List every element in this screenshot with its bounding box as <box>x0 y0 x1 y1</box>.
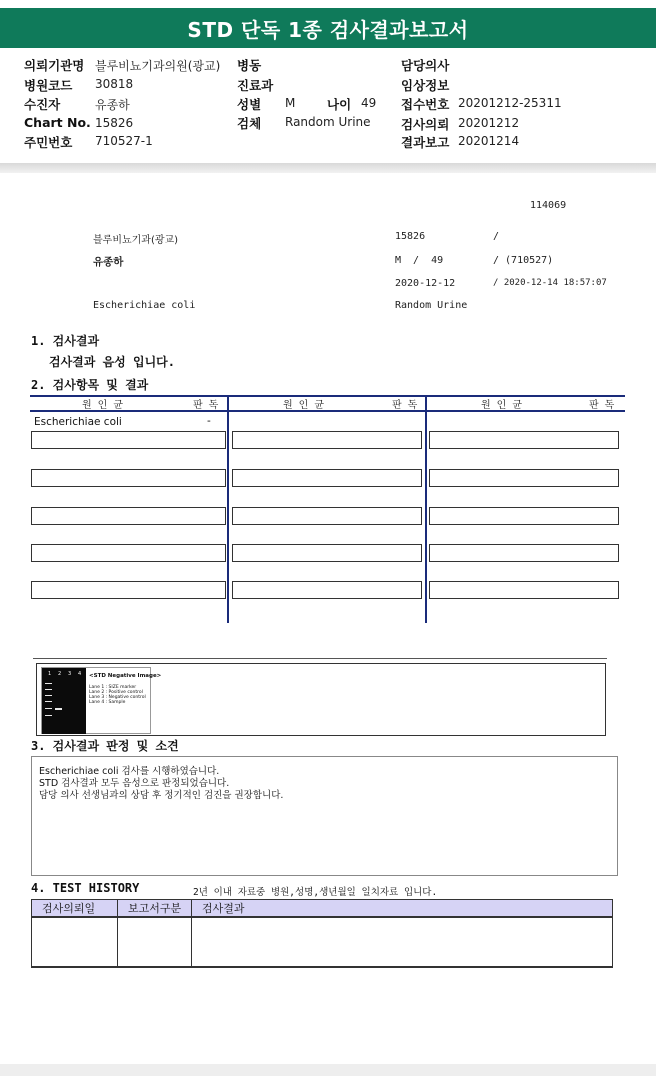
footer-strip <box>0 1064 656 1076</box>
header-label-department: 진료과 <box>237 78 274 93</box>
col-header-result-1: 판 독 <box>193 400 219 411</box>
section3-title: 3. 검사결과 판정 및 소견 <box>31 739 179 753</box>
header-label-clinical-info: 임상정보 <box>401 78 450 93</box>
opinion-line: 담당 의사 선생님과의 상담 후 정기적인 검진을 권장합니다. <box>39 790 284 801</box>
result-cell <box>31 507 226 525</box>
summary-slash: / <box>493 231 500 242</box>
result-organism: Escherichiae coli <box>34 416 122 428</box>
lane-number: 3 <box>68 671 72 677</box>
opinion-box <box>31 756 618 876</box>
gel-lane-label: Lane 3 : Negative control <box>89 695 146 700</box>
opinion-line: Escherichiae coli 검사를 시행하였습니다. <box>39 766 220 777</box>
summary-sex-age: M / 49 <box>395 255 444 266</box>
summary-code: 114069 <box>530 200 567 211</box>
image-frame-rule <box>33 658 607 659</box>
col-header-result-3: 판 독 <box>589 400 615 411</box>
header-label-resident-no: 주민번호 <box>24 135 73 150</box>
result-cell <box>232 544 422 562</box>
result-cell <box>232 469 422 487</box>
col-header-organism-1: 원 인 균 <box>82 400 124 411</box>
header-value-resident-no: 710527-1 <box>95 134 153 148</box>
history-table <box>31 899 613 968</box>
result-value: - <box>207 415 211 427</box>
header-value-patient: 유종하 <box>95 98 130 112</box>
column-divider <box>227 396 229 623</box>
col-header-organism-2: 원 인 균 <box>283 400 325 411</box>
col-header-organism-3: 원 인 균 <box>481 400 523 411</box>
header-label-hospital-code: 병원코드 <box>24 78 73 93</box>
result-cell <box>31 544 226 562</box>
gel-band <box>45 701 52 702</box>
header-label-specimen: 검체 <box>237 116 262 131</box>
header-label-report-date: 결과보고 <box>401 135 450 150</box>
header-value-institution: 블루비뇨기과의원(광교) <box>95 59 221 73</box>
summary-specimen: Random Urine <box>395 300 468 311</box>
header-value-report-date: 20201214 <box>458 134 520 148</box>
header-value-request-date: 20201212 <box>458 116 520 130</box>
result-cell <box>429 469 619 487</box>
header-value-chart-no: 15826 <box>95 116 134 130</box>
header-value-specimen: Random Urine <box>285 115 371 129</box>
opinion-line: STD 검사결과 모두 음성으로 판정되었습니다. <box>39 778 230 789</box>
summary-received: 2020-12-12 <box>395 278 456 289</box>
header-label-chart-no: Chart No. <box>24 115 91 130</box>
section1-result-text: 검사결과 음성 입니다. <box>49 355 176 369</box>
header-value-receipt-no: 20201212-25311 <box>458 96 562 110</box>
history-header-request-date: 검사의뢰일 <box>32 900 118 918</box>
section2-title: 2. 검사항목 및 결과 <box>31 378 149 392</box>
history-row <box>32 917 613 967</box>
header-label-receipt-no: 접수번호 <box>401 97 450 112</box>
summary-clinic: 블루비뇨기과(광교) <box>93 235 179 246</box>
history-cell <box>118 917 192 967</box>
column-divider <box>425 396 427 623</box>
gel-band <box>45 689 52 690</box>
gel-band <box>45 683 52 684</box>
history-header-report-type: 보고서구분 <box>118 900 192 918</box>
history-cell <box>32 917 118 967</box>
gel-band <box>45 715 52 716</box>
gel-image <box>41 667 162 734</box>
gel-band <box>45 695 52 696</box>
result-cell <box>31 431 226 449</box>
result-cell <box>429 431 619 449</box>
gel-lane-label: Lane 4 : Sample <box>89 700 126 705</box>
lane-number: 1 <box>48 671 52 677</box>
gel-title: <STD Negative Image> <box>89 673 162 679</box>
header-label-doctor: 담당의사 <box>401 58 450 73</box>
result-cell <box>31 469 226 487</box>
summary-chart-no: 15826 <box>395 231 426 242</box>
header-value-age: 49 <box>361 96 377 110</box>
result-cell <box>31 581 226 599</box>
header-label-age: 나이 <box>327 97 352 112</box>
header-label-sex: 성별 <box>237 97 262 112</box>
gel-band <box>55 708 62 710</box>
history-header-result: 검사결과 <box>192 900 613 918</box>
history-cell <box>192 917 613 967</box>
header-label-request-date: 검사의뢰 <box>401 117 450 132</box>
section4-title: 4. TEST HISTORY <box>31 881 140 895</box>
summary-patient: 유종하 <box>93 256 124 268</box>
header-divider <box>0 163 656 173</box>
header-label-patient: 수진자 <box>24 97 61 112</box>
gel-lane-label: Lane 2 : Positive control <box>89 690 143 695</box>
header-label-ward: 병동 <box>237 58 262 73</box>
lane-number: 2 <box>58 671 62 677</box>
report-title: STD 단독 1종 검사결과보고서 <box>0 8 656 48</box>
gel-lane-label: Lane 1 : SIZE marker <box>89 685 137 690</box>
result-cell <box>232 581 422 599</box>
summary-reported: / 2020-12-14 18:57:07 <box>493 278 607 288</box>
section1-title: 1. 검사결과 <box>31 334 100 348</box>
summary-organism: Escherichiae coli <box>93 300 196 311</box>
header-value-hospital-code: 30818 <box>95 77 134 91</box>
gel-photo <box>42 668 86 734</box>
summary-id: / (710527) <box>493 255 554 266</box>
result-cell <box>232 507 422 525</box>
result-cell <box>429 581 619 599</box>
lane-number: 4 <box>78 671 82 677</box>
header-value-sex: M <box>285 96 296 110</box>
header-label-institution: 의뢰기관명 <box>24 58 85 73</box>
history-note: 2년 이내 자료중 병원,성명,생년월일 일치자료 입니다. <box>193 887 438 898</box>
result-cell <box>429 507 619 525</box>
result-cell <box>429 544 619 562</box>
result-cell <box>232 431 422 449</box>
gel-band <box>45 708 52 709</box>
col-header-result-2: 판 독 <box>392 400 418 411</box>
